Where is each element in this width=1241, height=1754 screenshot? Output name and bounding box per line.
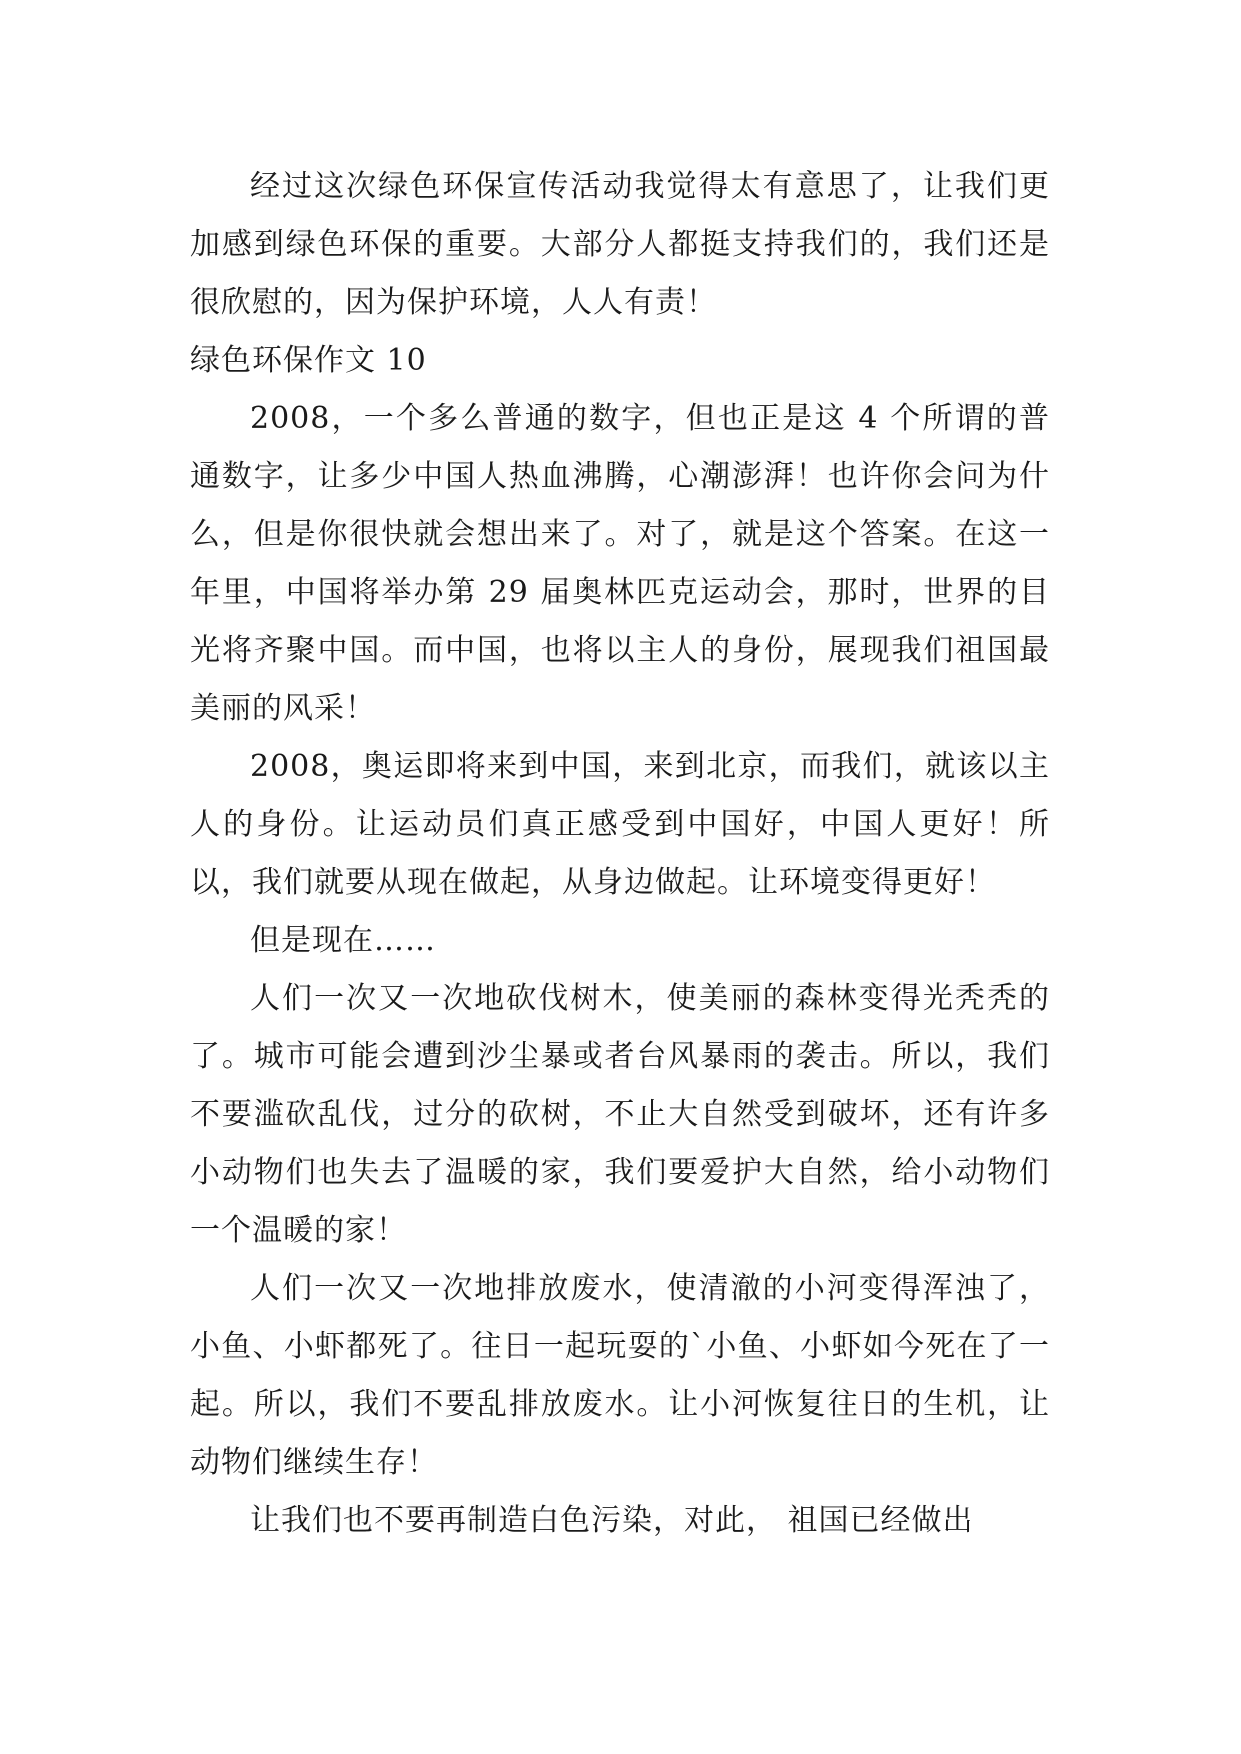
paragraph-7: 让我们也不要再制造白色污染，对此， 祖国已经做出 (250, 1503, 974, 1538)
document-body (190, 158, 1050, 1550)
paragraph-3: 2008，奥运即将来到中国，来到北京，而我们，就该以主人的身份。让运动员们真正感受到中国好，中国人更好！所以，我们就要从现在做起，从身边做起。让环境变得更好！ (190, 749, 1050, 900)
paragraph-5: 人们一次又一次地砍伐树木，使美丽的森林变得光秃秃的了。城市可能会遭到沙尘暴或者台风暴雨的袭击。所以，我们不要滥砍乱伐，过分的砍树，不止大自然受到破坏，还有许多小动物们也失去了温暖的家，我们要爱护大自然，给小动物们一个温暖的家！ (190, 981, 1050, 1248)
paragraph-4: 但是现在…… (250, 923, 436, 958)
section-heading: 绿色环保作文 10 (190, 343, 427, 378)
paragraph-2: 2008，一个多么普通的数字，但也正是这 4 个所谓的普通数字，让多少中国人热血沸腾，心潮澎湃！也许你会问为什么，但是你很快就会想出来了。对了，就是这个答案。在这一年里，中国将举办第 29 届奥林匹克运动会，那时，世界的目光将齐聚中国。而中国，也将以主人的身份，展现我们祖国最美丽的风采！ (190, 401, 1050, 726)
paragraph-6: 人们一次又一次地排放废水，使清澈的小河变得浑浊了，小鱼、小虾都死了。往日一起玩耍的`小鱼、小虾如今死在了一起。所以，我们不要乱排放废水。让小河恢复往日的生机，让动物们继续生存！ (190, 1271, 1050, 1480)
paragraph-1: 经过这次绿色环保宣传活动我觉得太有意思了，让我们更加感到绿色环保的重要。大部分人都挺支持我们的，我们还是很欣慰的，因为保护环境，人人有责！ (190, 169, 1050, 320)
